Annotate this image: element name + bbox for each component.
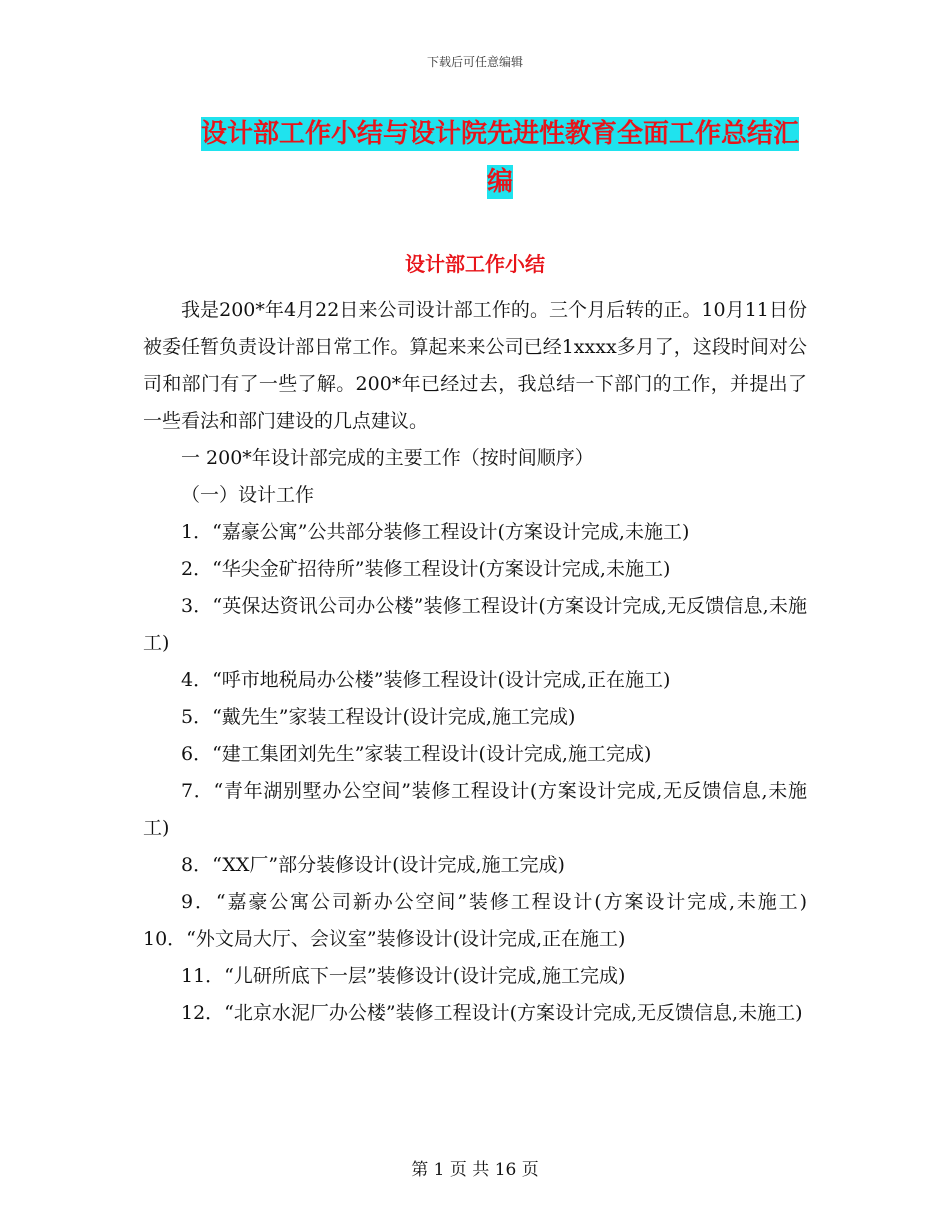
list-item: 6．“建工集团刘先生”家装工程设计(设计完成,施工完成) xyxy=(181,743,652,765)
page-header-note: 下载后可任意编辑 xyxy=(426,55,523,69)
document-title-line-2: 编 xyxy=(486,167,513,197)
paragraph-heading-design-work: （一）设计工作 xyxy=(181,484,315,506)
list-item: 7．“青年湖别墅办公空间”装修工程设计(方案设计完成,无反馈信息,未施工) xyxy=(143,780,807,839)
section-title: 设计部工作小结 xyxy=(405,252,545,276)
list-item: 3．“英保达资讯公司办公楼”装修工程设计(方案设计完成,无反馈信息,未施工) xyxy=(143,595,807,654)
list-item: 2．“华尖金矿招待所”装修工程设计(方案设计完成,未施工) xyxy=(181,558,671,580)
document-body xyxy=(143,292,846,1032)
paragraph-heading-main-work: 一 200*年设计部完成的主要工作（按时间顺序） xyxy=(181,447,594,469)
list-item: 12．“北京水泥厂办公楼”装修工程设计(方案设计完成,无反馈信息,未施工) xyxy=(181,1002,803,1024)
paragraph-intro: 我是200*年4月22日来公司设计部工作的。三个月后转的正。10月11日份被委任暂负责设计部日常工作。算起来来公司已经1xxxx多月了，这段时间对公司和部门有了一些了解。200*年已经过去，我总结一下部门的工作，并提出了一些看法和部门建设的几点建议。 xyxy=(143,299,807,432)
page-number-footer: 第 1 页 共 16 页 xyxy=(411,1160,539,1180)
list-item: 4．“呼市地税局办公楼”装修工程设计(设计完成,正在施工) xyxy=(181,669,671,691)
list-item: 8．“XX厂”部分装修设计(设计完成,施工完成) xyxy=(181,854,565,876)
list-item: 5．“戴先生”家装工程设计(设计完成,施工完成) xyxy=(181,706,576,728)
list-item: 11．“儿研所底下一层”装修设计(设计完成,施工完成) xyxy=(181,965,626,987)
document-title-line-1: 设计部工作小结与设计院先进性教育全面工作总结汇 xyxy=(200,119,799,149)
list-item: 1．“嘉豪公寓”公共部分装修工程设计(方案设计完成,未施工) xyxy=(181,521,690,543)
document-title xyxy=(140,110,860,206)
list-item: 9．“嘉豪公寓公司新办公空间”装修工程设计(方案设计完成,未施工) 10．“外文局大厅、会议室”装修设计(设计完成,正在施工) xyxy=(143,891,846,950)
